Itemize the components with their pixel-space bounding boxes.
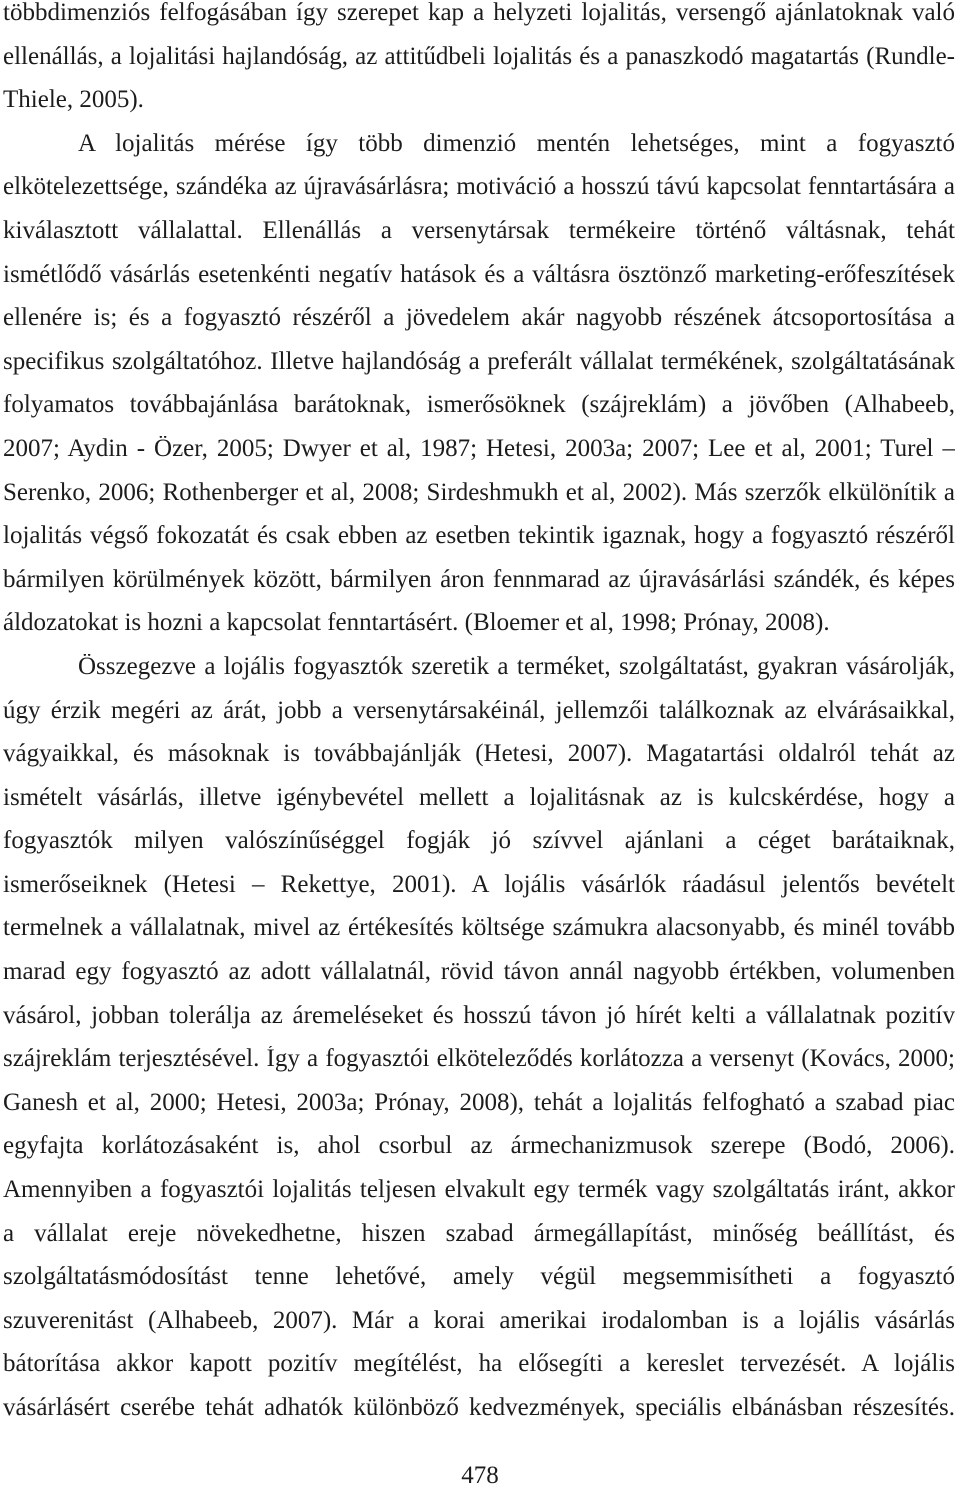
page-body [3,0,955,1439]
text-line: elkötelezettsége, szándéka az újravásárlásra; motiváció a hosszú távú kapcsolat fenntartására a [3,174,955,201]
text-line: kiválasztott vállalattal. Ellenállás a versenytársak termékeire történő váltásnak, tehát [3,217,955,244]
paragraph-1 [3,0,955,131]
text-line: Összegezve a lojális fogyasztók szeretik a terméket, szolgáltatást, gyakran vásárolják, [78,653,955,680]
text-line: specifikus szolgáltatóhoz. Illetve hajlandóság a preferált vállalat termékének, szolgáltatásának [3,348,955,375]
text-line: folyamatos továbbajánlása barátoknak, ismerősöknek (szájreklám) a jövőben (Alhabeeb, [3,392,955,419]
text-line: ismétlődő vásárlás esetenkénti negatív hatások és a váltásra ösztönző marketing-erőfeszítések [3,261,955,288]
text-line: úgy érzik megéri az árát, jobb a versenytársakéinál, jellemzői találkoznak az elvárásaikkal, [3,697,955,724]
text-line: szuverenitást (Alhabeeb, 2007). Már a korai amerikai irodalomban is a lojális vásárlás [3,1307,955,1334]
text-line: többdimenziós felfogásában így szerepet kap a helyzeti lojalitás, versengő ajánlatoknak való [3,0,955,26]
text-line: ismételt vásárlás, illetve igénybevétel mellett a lojalitásnak az is kulcskérdése, hogy a [3,784,955,811]
text-line: marad egy fogyasztó az adott vállalatnál, rövid távon annál nagyobb értékben, volumenben [3,959,955,986]
paragraph-3 [3,654,955,1439]
text-line: bátorítása akkor kapott pozitív megítélést, ha elősegíti a kereslet tervezését. A lojális [3,1351,955,1378]
text-line: vásárol, jobban tolerálja az áremeléseket és hosszú távon jó hírét kelti a vállalatnak pozitív [3,1002,955,1029]
text-line: vásárlásért cserébe tehát adhatók különböző kedvezmények, speciális elbánásban részesítés. [3,1395,955,1421]
text-line: Thiele, 2005). [3,87,144,114]
text-line: ismerőseiknek (Hetesi – Rekettye, 2001). A lojális vásárlók ráadásul jelentős bevételt [3,871,955,898]
text-line: áldozatokat is hozni a kapcsolat fenntartásért. (Bloemer et al, 1998; Prónay, 2008). [3,610,830,637]
text-line: lojalitás végső fokozatát és csak ebben az esetben tekintik igaznak, hogy a fogyasztó részéről [3,523,955,550]
paragraph-2 [3,131,955,654]
text-line: egyfajta korlátozásaként is, ahol csorbul az ármechanizmusok szerepe (Bodó, 2006). [3,1133,955,1160]
text-line: A lojalitás mérése így több dimenzió mentén lehetséges, mint a fogyasztó [78,130,955,157]
text-line: termelnek a vállalatnak, mivel az értékesítés költsége számukra alacsonyabb, és minél tovább [3,915,955,942]
text-line: a vállalat ereje növekedhetne, hiszen szabad ármegállapítást, minőség beállítást, és [3,1220,955,1247]
text-line: Serenko, 2006; Rothenberger et al, 2008; Sirdeshmukh et al, 2002). Más szerzők elkülönítik a [3,479,955,506]
text-line: 2007; Aydin - Özer, 2005; Dwyer et al, 1987; Hetesi, 2003a; 2007; Lee et al, 2001; Turel – [3,435,955,462]
text-line: ellenállás, a lojalitási hajlandóság, az attitűdbeli lojalitás és a panaszkodó magatartás (Rundle- [3,43,955,70]
text-line: Ganesh et al, 2000; Hetesi, 2003a; Prónay, 2008), tehát a lojalitás felfogható a szabad piac [3,1089,955,1116]
text-line: fogyasztók milyen valószínűséggel fogják jó szívvel ajánlani a céget barátaiknak, [3,828,955,855]
text-line: vágyaikkal, és másoknak is továbbajánlják (Hetesi, 2007). Magatartási oldalról tehát az [3,741,955,768]
page-number: 478 [461,1462,499,1489]
text-line: szájreklám terjesztésével. Így a fogyasztói elköteleződés korlátozza a versenyt (Kovács, 2000; [3,1046,955,1073]
text-line: ellenére is; és a fogyasztó részéről a jövedelem akár nagyobb részének átcsoportosítása a [3,305,955,332]
text-line: bármilyen körülmények között, bármilyen áron fennmarad az újravásárlási szándék, és képes [3,566,955,593]
text-line: szolgáltatásmódosítást tenne lehetővé, amely végül megsemmisítheti a fogyasztó [3,1264,955,1291]
text-line: Amennyiben a fogyasztói lojalitás teljesen elvakult egy termék vagy szolgáltatás iránt, akkor [3,1177,955,1204]
